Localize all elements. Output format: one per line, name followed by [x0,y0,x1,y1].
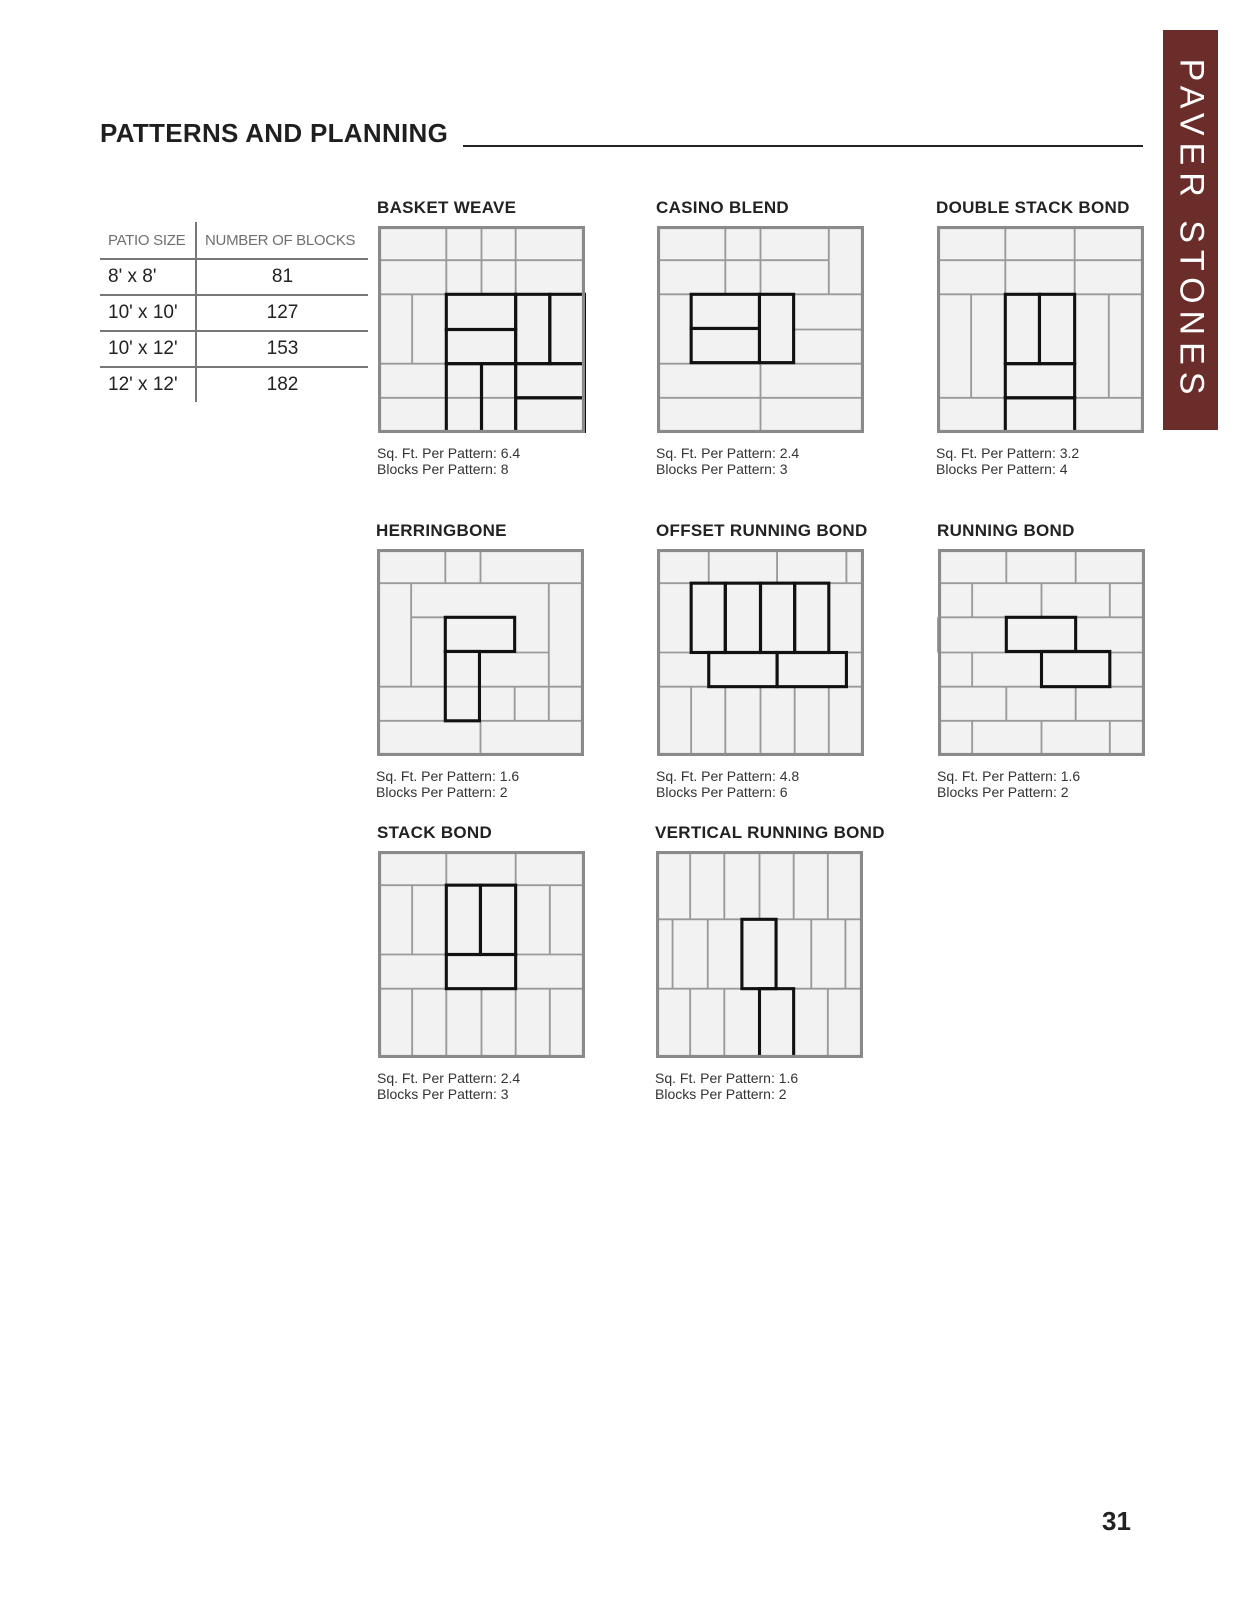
pattern-blocks: Blocks Per Pattern: 2 [655,1086,787,1102]
patio-size-cell: 8' x 8' [108,266,157,287]
table-row [100,260,368,296]
patio-size-cell: 12' x 12' [108,374,178,395]
section-tab-label: PAVER STONES [1172,58,1210,402]
pattern-diagram [376,549,585,756]
pattern-title: DOUBLE STACK BOND [936,198,1130,217]
blocks-table-header [100,222,368,260]
page-title: PATTERNS AND PLANNING [100,118,449,148]
pattern-title: RUNNING BOND [937,521,1075,540]
pattern-sqft: Sq. Ft. Per Pattern: 1.6 [376,768,520,784]
pattern-diagram [377,226,586,433]
pattern-diagram [377,851,586,1058]
pattern-title: VERTICAL RUNNING BOND [655,823,885,842]
pattern-vertical-running-bond [655,823,885,1102]
blocks-count-cell: 182 [266,374,299,395]
blocks-count-cell: 153 [266,338,299,359]
pattern-sqft: Sq. Ft. Per Pattern: 1.6 [937,768,1081,784]
blocks-count-cell: 81 [271,266,294,287]
pattern-sqft: Sq. Ft. Per Pattern: 2.4 [377,1070,521,1086]
blocks-count-cell: 127 [266,302,299,323]
table-row [100,296,368,332]
pattern-sqft: Sq. Ft. Per Pattern: 1.6 [655,1070,799,1086]
pattern-title: CASINO BLEND [656,198,789,217]
pattern-double-stack-bond [936,198,1145,477]
pattern-running-bond [937,521,1146,800]
pattern-title: HERRINGBONE [376,521,507,540]
pattern-blocks: Blocks Per Pattern: 2 [937,784,1069,800]
pattern-sqft: Sq. Ft. Per Pattern: 4.8 [656,768,800,784]
number-of-blocks-header: NUMBER OF BLOCKS [205,231,356,249]
table-row [100,332,368,368]
pattern-casino-blend [656,198,865,477]
pattern-diagram [656,226,865,433]
blocks-table [100,222,368,402]
pattern-basket-weave [377,198,586,477]
patio-size-cell: 10' x 12' [108,338,178,359]
patio-size-header: PATIO SIZE [108,231,186,249]
pattern-sqft: Sq. Ft. Per Pattern: 3.2 [936,445,1080,461]
pattern-diagram [656,549,865,756]
table-row [100,368,368,402]
pattern-diagram [937,549,1146,756]
patio-size-cell: 10' x 10' [108,302,178,323]
pattern-herringbone [376,521,585,800]
pattern-blocks: Blocks Per Pattern: 8 [377,461,509,477]
pattern-title: STACK BOND [377,823,493,842]
pattern-blocks: Blocks Per Pattern: 6 [656,784,788,800]
pattern-sqft: Sq. Ft. Per Pattern: 2.4 [656,445,800,461]
pattern-blocks: Blocks Per Pattern: 4 [936,461,1068,477]
pattern-diagram [655,851,864,1058]
pattern-stack-bond [377,823,586,1102]
pattern-title: OFFSET RUNNING BOND [656,521,868,540]
pattern-diagram [936,226,1145,433]
pattern-blocks: Blocks Per Pattern: 3 [377,1086,509,1102]
pattern-sqft: Sq. Ft. Per Pattern: 6.4 [377,445,521,461]
page-number: 31 [1102,1506,1131,1536]
pattern-title: BASKET WEAVE [377,198,517,217]
title-rule [463,145,1143,147]
pattern-offset-running-bond [656,521,868,800]
pattern-blocks: Blocks Per Pattern: 3 [656,461,788,477]
pattern-blocks: Blocks Per Pattern: 2 [376,784,508,800]
section-tab [1163,30,1218,430]
